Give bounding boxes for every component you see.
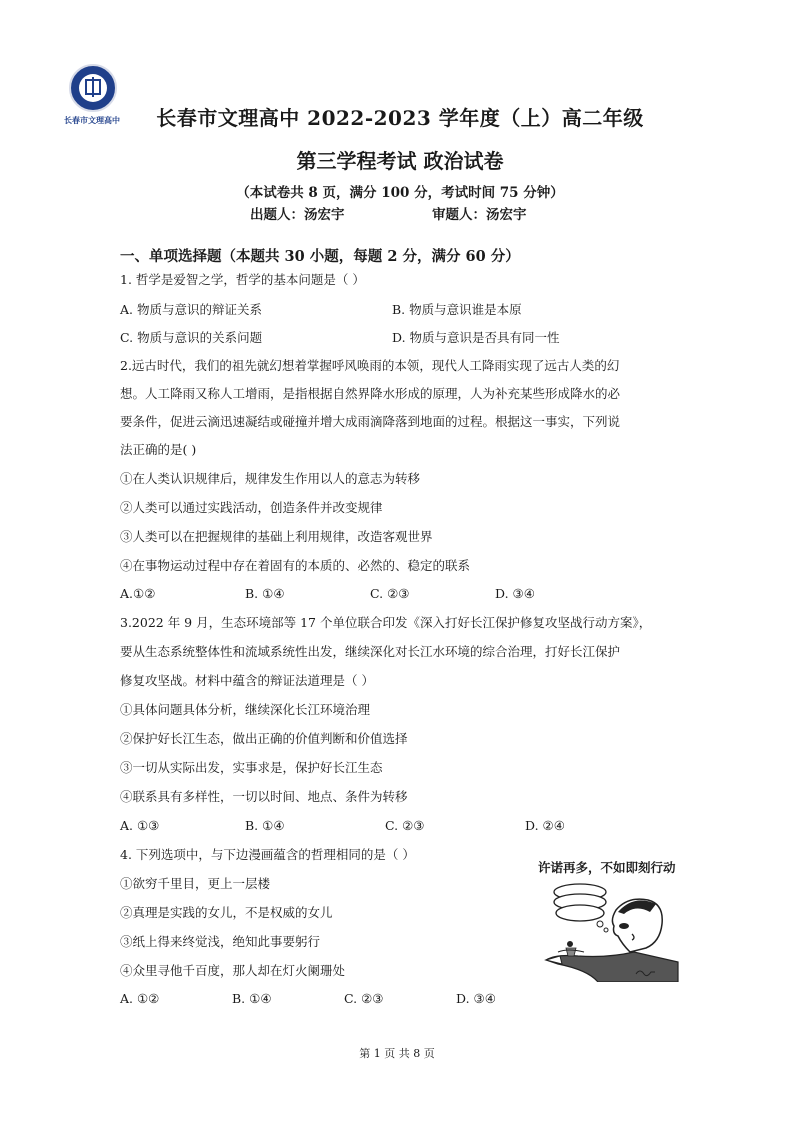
q2-statement: ②人类可以通过实践活动，创造条件并改变规律 bbox=[120, 500, 383, 515]
q4-option-d: D. ③④ bbox=[456, 991, 496, 1006]
question-2-line: 2.远古时代，我们的祖先就幻想着掌握呼风唤雨的本领，现代人工降雨实现了远古人类的幻 bbox=[120, 358, 620, 373]
q1-option-c: C. 物质与意识的关系问题 bbox=[120, 330, 263, 345]
q2-option-d: D. ③④ bbox=[495, 586, 535, 601]
exam-info: （本试卷共 8 页，满分 100 分，考试时间 75 分钟） bbox=[236, 185, 564, 201]
q1-option-d: D. 物质与意识是否具有同一性 bbox=[392, 330, 560, 345]
cartoon-caption: 许诺再多，不如即刻行动 bbox=[538, 860, 676, 875]
question-3-line: 修复攻坚战。材料中蕴含的辩证法道理是（ ） bbox=[120, 673, 374, 688]
q3-option-a: A. ①③ bbox=[120, 818, 160, 833]
q2-option-c: C. ②③ bbox=[370, 586, 410, 601]
question-3-line: 3.2022 年 9 月，生态环境部等 17 个单位联合印发《深入打好长江保护修复攻坚战行动方案》， bbox=[120, 615, 652, 630]
q3-statement: ③一切从实际出发，实事求是，保护好长江生态 bbox=[120, 760, 383, 775]
q2-statement: ③人类可以在把握规律的基础上利用规律，改造客观世界 bbox=[120, 529, 433, 544]
question-3-line: 要从生态系统整体性和流域系统性出发，继续深化对长江水环境的综合治理，打好长江保护 bbox=[120, 644, 621, 659]
q4-statement: ④众里寻他千百度，那人却在灯火阑珊处 bbox=[120, 963, 346, 978]
question-4-stem: 4. 下列选项中，与下边漫画蕴含的哲理相同的是（ ） bbox=[120, 847, 415, 862]
q3-statement: ②保护好长江生态，做出正确的价值判断和价值选择 bbox=[120, 731, 408, 746]
q3-option-d: D. ②④ bbox=[525, 818, 565, 833]
section-title: 一、单项选择题（本题共 30 小题，每题 2 分，满分 60 分） bbox=[120, 248, 520, 265]
question-2-line: 想。人工降雨又称人工增雨，是指根据自然界降水形成的原理，人为补充某些形成降水的必 bbox=[120, 386, 621, 401]
logo-school-name: 长春市文理高中 bbox=[64, 116, 120, 125]
q4-option-a: A. ①② bbox=[120, 991, 160, 1006]
exam-subtitle: 第三学程考试 政治试卷 bbox=[296, 149, 504, 173]
reviewer-name: 审题人：汤宏宇 bbox=[432, 207, 527, 223]
logo-emblem-icon bbox=[69, 64, 117, 112]
q3-statement: ④联系具有多样性，一切以时间、地点、条件为转移 bbox=[120, 789, 408, 804]
exam-title: 长春市文理高中 2022-2023 学年度（上）高二年级 bbox=[156, 106, 644, 130]
q2-option-b: B. ①④ bbox=[245, 586, 285, 601]
q4-statement: ①欲穷千里目，更上一层楼 bbox=[120, 876, 271, 891]
q3-option-c: C. ②③ bbox=[385, 818, 425, 833]
setter-name: 出题人：汤宏宇 bbox=[250, 207, 345, 223]
q4-option-b: B. ①④ bbox=[232, 991, 272, 1006]
q3-option-b: B. ①④ bbox=[245, 818, 285, 833]
q4-statement: ②真理是实践的女儿，不是权威的女儿 bbox=[120, 905, 333, 920]
school-logo bbox=[52, 60, 132, 132]
q4-option-c: C. ②③ bbox=[344, 991, 384, 1006]
q2-option-a: A.①② bbox=[120, 586, 156, 601]
q1-option-a: A. 物质与意识的辩证关系 bbox=[120, 302, 262, 317]
page-number: 第 1 页 共 8 页 bbox=[359, 1047, 435, 1060]
q3-statement: ①具体问题具体分析，继续深化长江环境治理 bbox=[120, 702, 371, 717]
cartoon-illustration bbox=[538, 852, 688, 982]
question-2-line: 要条件，促进云滴迅速凝结或碰撞并增大成雨滴降落到地面的过程。根据这一事实，下列说 bbox=[120, 414, 621, 429]
question-1-stem: 1. 哲学是爱智之学，哲学的基本问题是（ ） bbox=[120, 272, 365, 287]
question-2-line: 法正确的是( ) bbox=[120, 442, 197, 457]
q1-option-b: B. 物质与意识谁是本原 bbox=[392, 302, 522, 317]
q2-statement: ④在事物运动过程中存在着固有的本质的、必然的、稳定的联系 bbox=[120, 558, 471, 573]
q4-statement: ③纸上得来终觉浅，绝知此事要躬行 bbox=[120, 934, 321, 949]
q2-statement: ①在人类认识规律后，规律发生作用以人的意志为转移 bbox=[120, 471, 421, 486]
